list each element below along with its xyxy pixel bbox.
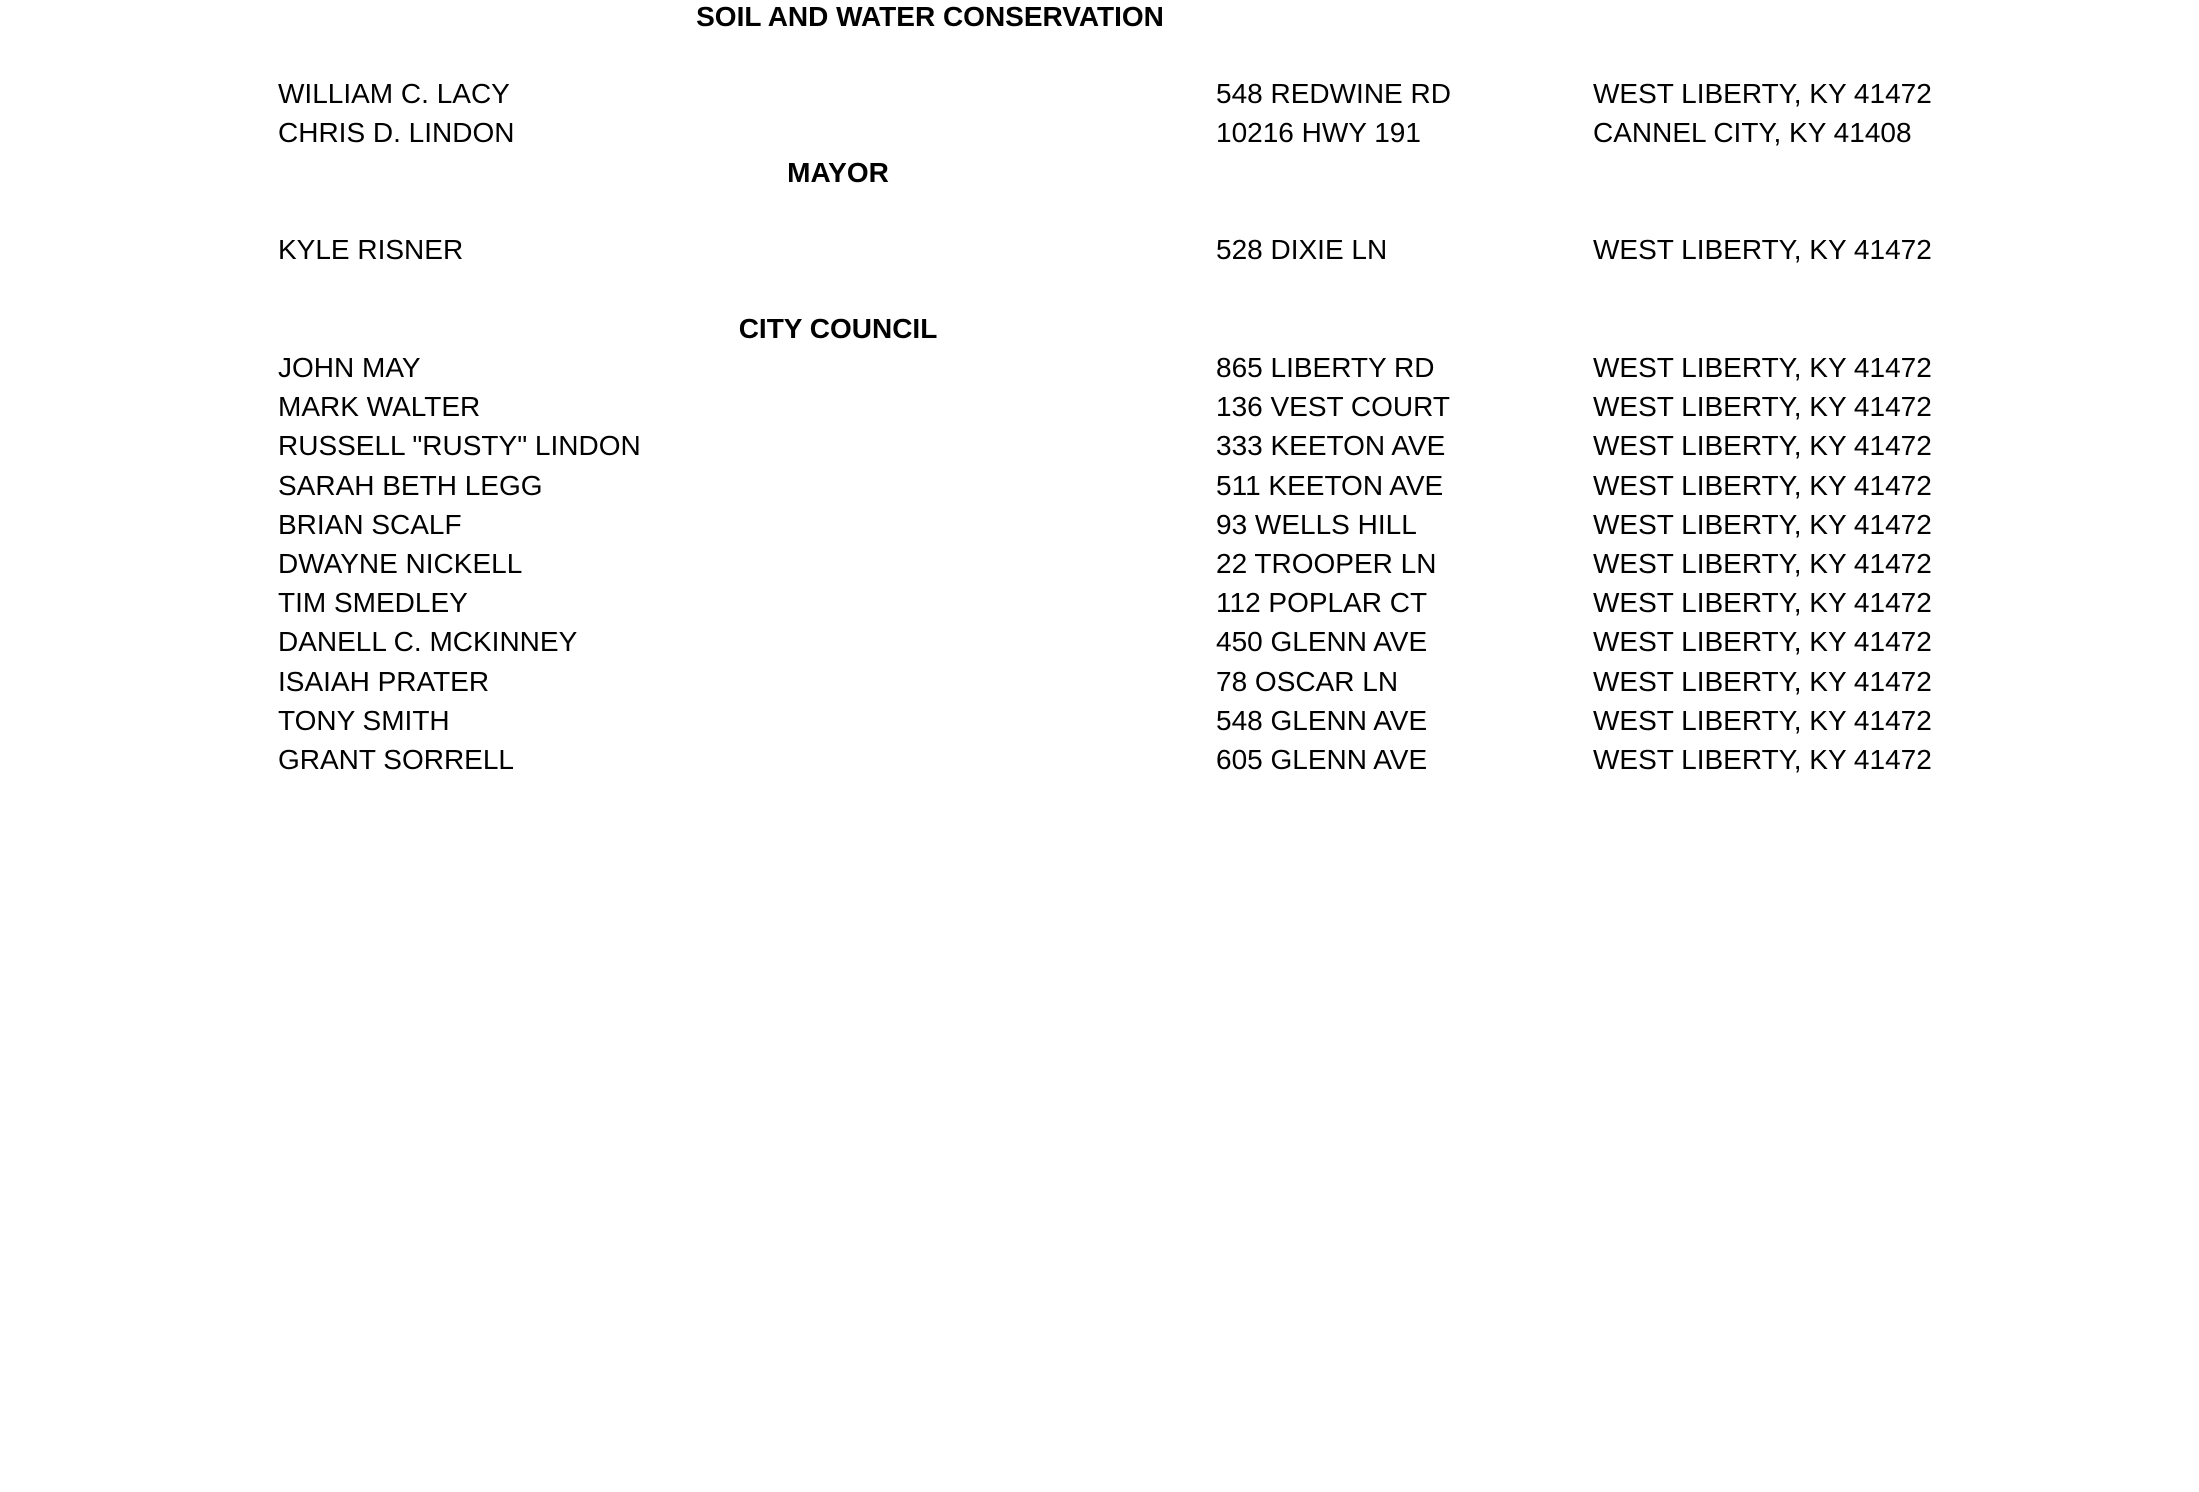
member-name: TIM SMEDLEY	[278, 587, 468, 618]
table-row	[0, 472, 2199, 511]
member-name: RUSSELL "RUSTY" LINDON	[278, 430, 641, 461]
table-row	[0, 511, 2199, 550]
member-address: 511 KEETON AVE	[1216, 470, 1444, 501]
table-row	[0, 119, 2199, 158]
member-address: 93 WELLS HILL	[1216, 509, 1417, 540]
member-name: SARAH BETH LEGG	[278, 470, 543, 501]
member-name: BRIAN SCALF	[278, 509, 462, 540]
member-city: WEST LIBERTY, KY 41472	[1593, 430, 1932, 461]
member-address: 333 KEETON AVE	[1216, 430, 1446, 461]
member-name: DWAYNE NICKELL	[278, 548, 523, 579]
section-heading-soil-and-water-conservation: SOIL AND WATER CONSERVATION	[696, 1, 1164, 32]
member-city: WEST LIBERTY, KY 41472	[1593, 705, 1932, 736]
table-row	[0, 354, 2199, 393]
table-row	[0, 236, 2199, 275]
member-name: DANELL C. MCKINNEY	[278, 626, 578, 657]
member-city: WEST LIBERTY, KY 41472	[1593, 78, 1932, 109]
member-city: WEST LIBERTY, KY 41472	[1593, 352, 1932, 383]
member-address: 865 LIBERTY RD	[1216, 352, 1435, 383]
member-address: 22 TROOPER LN	[1216, 548, 1437, 579]
table-row	[0, 746, 2199, 785]
member-name: GRANT SORRELL	[278, 744, 514, 775]
member-name: ISAIAH PRATER	[278, 666, 490, 697]
member-city: WEST LIBERTY, KY 41472	[1593, 587, 1932, 618]
member-name: JOHN MAY	[278, 352, 421, 383]
member-city: WEST LIBERTY, KY 41472	[1593, 744, 1932, 775]
member-city: WEST LIBERTY, KY 41472	[1593, 234, 1932, 265]
table-row	[0, 589, 2199, 628]
member-address: 112 POPLAR CT	[1216, 587, 1428, 618]
member-address: 528 DIXIE LN	[1216, 234, 1388, 265]
member-address: 605 GLENN AVE	[1216, 744, 1428, 775]
member-address: 548 REDWINE RD	[1216, 78, 1451, 109]
member-name: KYLE RISNER	[278, 234, 464, 265]
member-address: 136 VEST COURT	[1216, 391, 1450, 422]
section-heading-city-council: CITY COUNCIL	[738, 313, 938, 344]
member-city: WEST LIBERTY, KY 41472	[1593, 391, 1932, 422]
member-city: WEST LIBERTY, KY 41472	[1593, 509, 1932, 540]
member-city: WEST LIBERTY, KY 41472	[1593, 666, 1932, 697]
member-address: 450 GLENN AVE	[1216, 626, 1428, 657]
member-name: TONY SMITH	[278, 705, 450, 736]
member-city: WEST LIBERTY, KY 41472	[1593, 470, 1932, 501]
table-row	[0, 628, 2199, 667]
member-city: CANNEL CITY, KY 41408	[1593, 117, 1912, 148]
member-name: WILLIAM C. LACY	[278, 78, 510, 109]
member-city: WEST LIBERTY, KY 41472	[1593, 548, 1932, 579]
member-name: MARK WALTER	[278, 391, 481, 422]
member-address: 78 OSCAR LN	[1216, 666, 1399, 697]
section-heading-mayor: MAYOR	[787, 157, 889, 188]
member-city: WEST LIBERTY, KY 41472	[1593, 626, 1932, 657]
table-row	[0, 393, 2199, 432]
table-row	[0, 550, 2199, 589]
table-row	[0, 668, 2199, 707]
member-address: 548 GLENN AVE	[1216, 705, 1428, 736]
table-row	[0, 80, 2199, 119]
member-address: 10216 HWY 191	[1216, 117, 1421, 148]
table-row	[0, 707, 2199, 746]
table-row	[0, 432, 2199, 471]
member-name: CHRIS D. LINDON	[278, 117, 515, 148]
